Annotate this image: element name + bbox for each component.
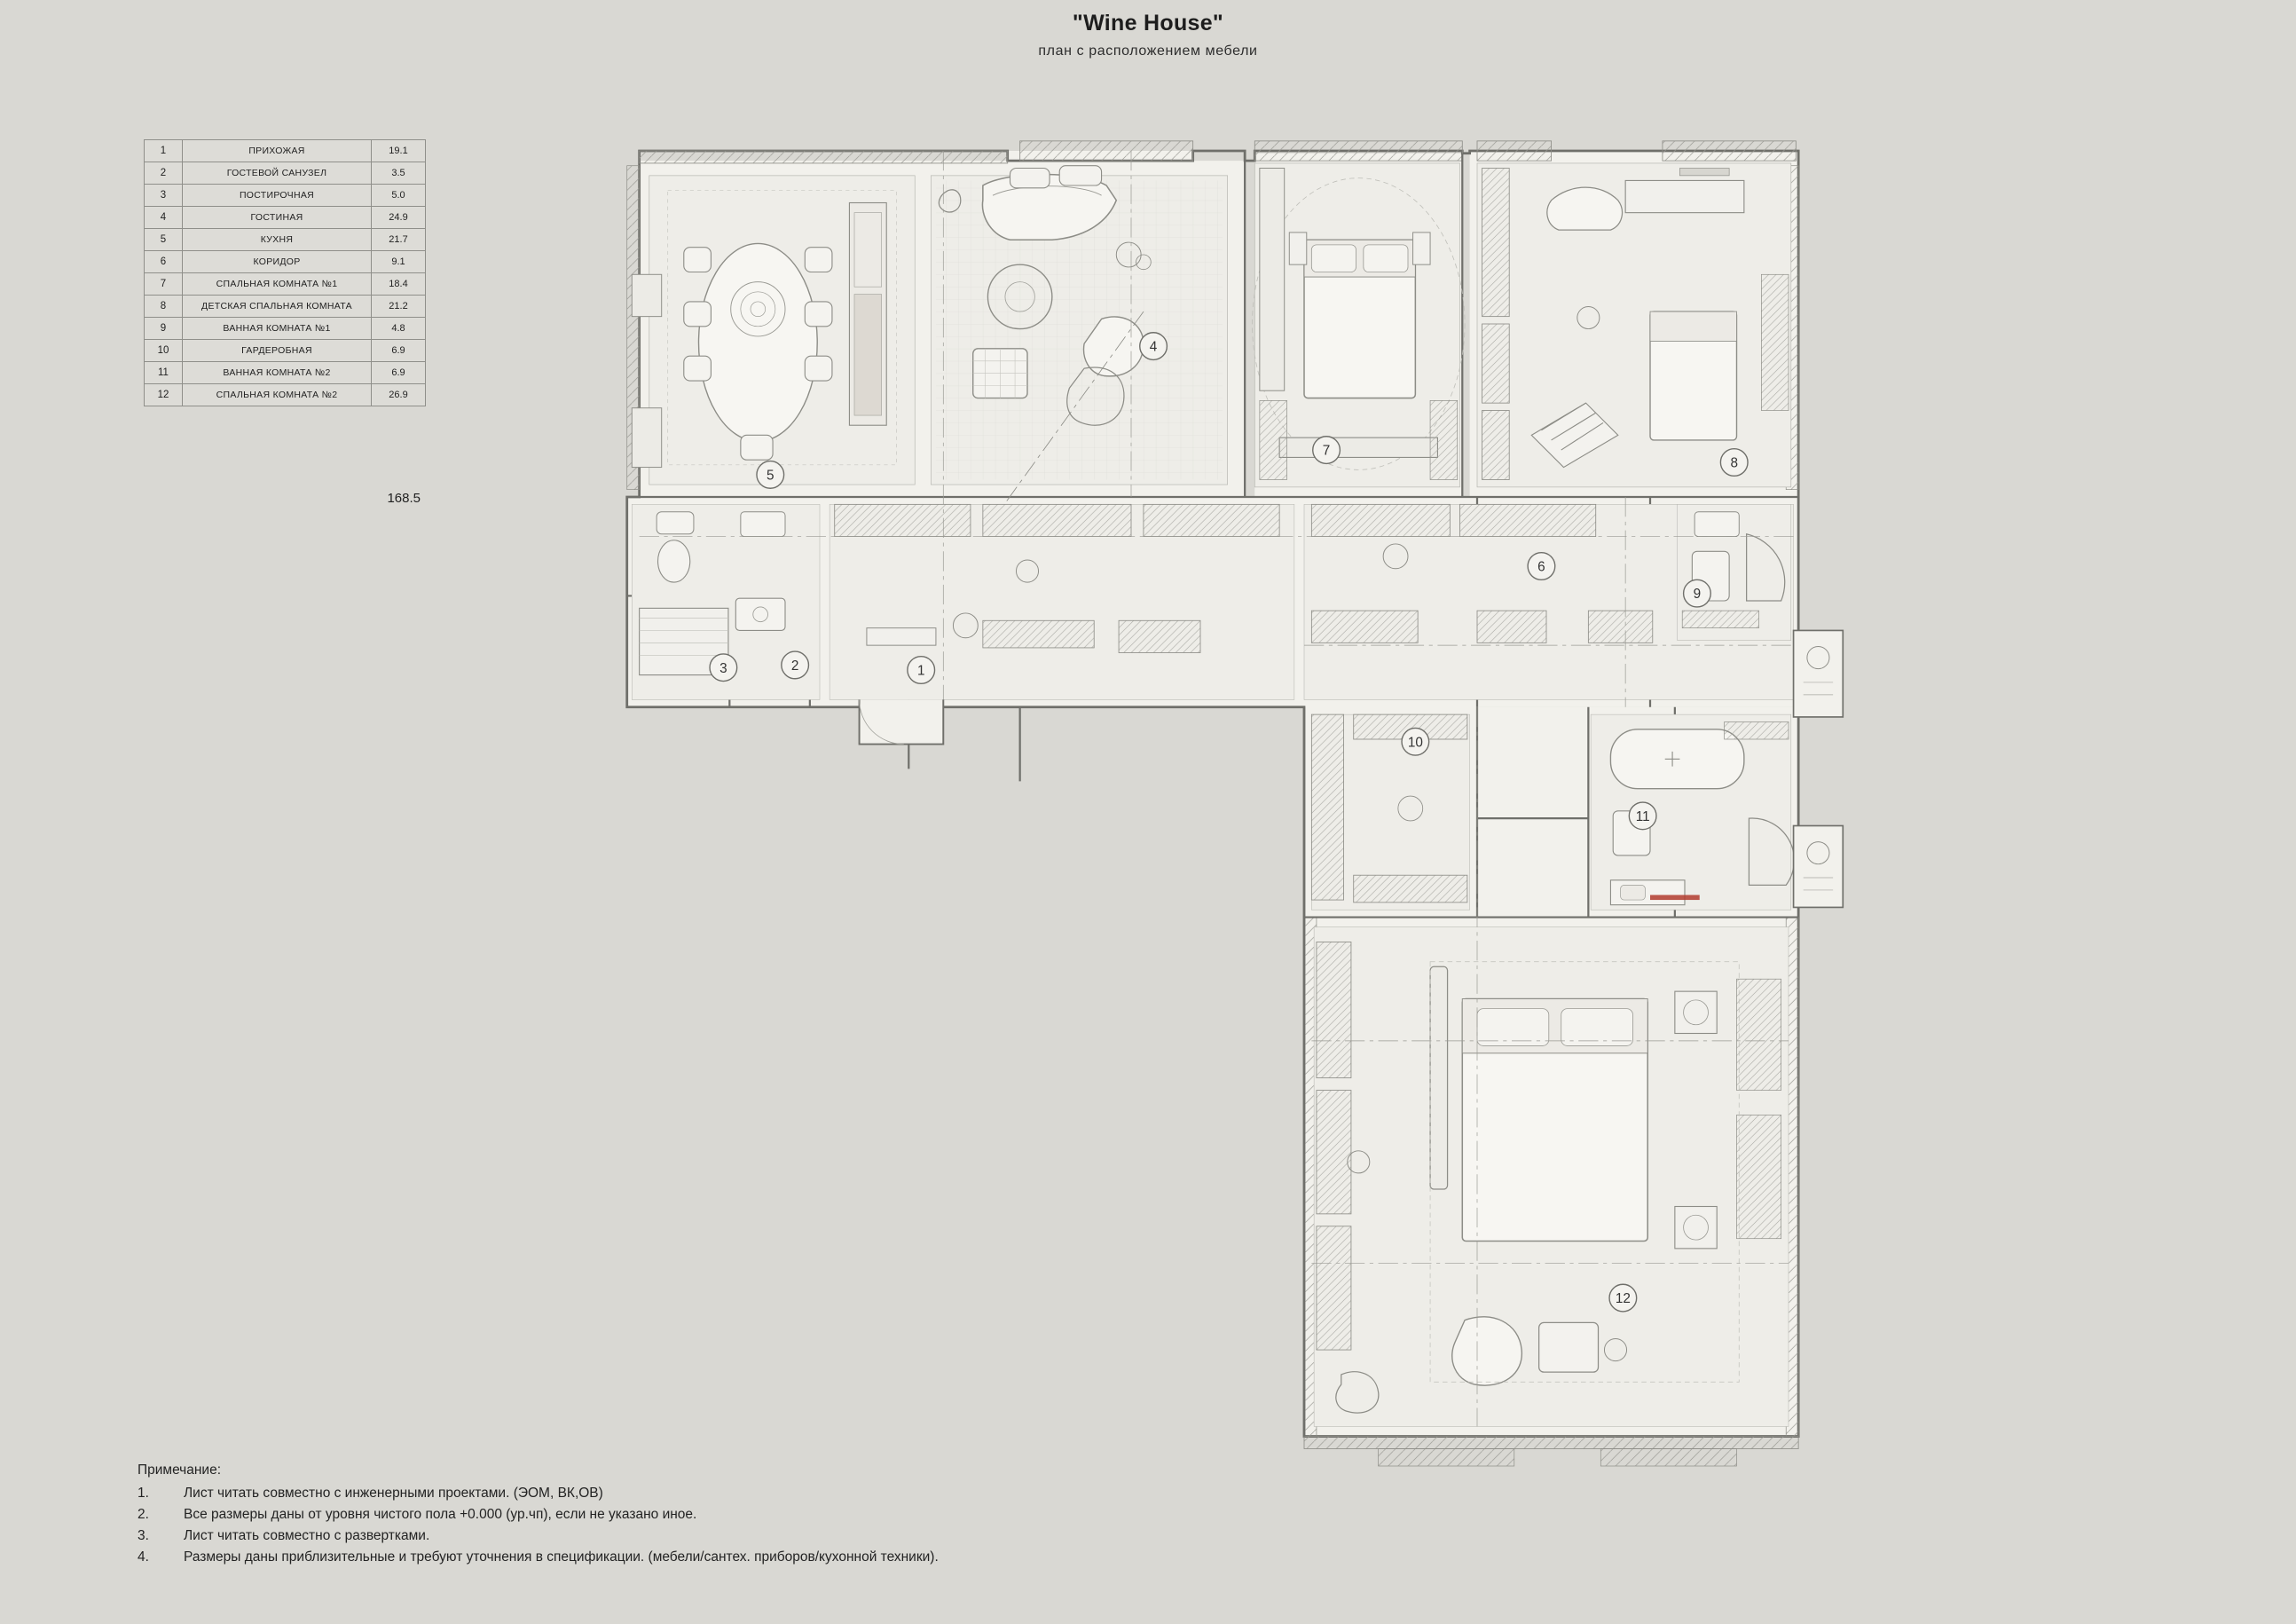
room-bedroom-1	[1253, 163, 1466, 487]
note-index: 2.	[138, 1507, 149, 1522]
room-number: 10	[145, 340, 183, 362]
room-marker-1[interactable]	[908, 657, 935, 684]
table-row	[145, 296, 426, 318]
table-row	[145, 384, 426, 406]
note-text: Размеры даны приблизительные и требуют уточнения в спецификации. (мебели/сантех. приборов/кухонной техники).	[184, 1549, 939, 1565]
room-marker-label: 4	[1149, 339, 1158, 355]
room-marker-8[interactable]	[1720, 449, 1748, 477]
table-row	[145, 162, 426, 185]
room-name: ПРИХОЖАЯ	[183, 140, 372, 162]
table-row	[145, 318, 426, 340]
table-row	[145, 273, 426, 296]
room-name: ПОСТИРОЧНАЯ	[183, 185, 372, 207]
room-marker-label: 9	[1693, 587, 1702, 603]
room-marker-11[interactable]	[1629, 802, 1656, 830]
room-living	[931, 166, 1227, 534]
room-name: КУХНЯ	[183, 229, 372, 251]
room-marker-label: 1	[916, 663, 925, 679]
room-marker-3[interactable]	[710, 654, 737, 682]
room-name: ВАННАЯ КОМНАТА №1	[183, 318, 372, 340]
room-schedule-table	[144, 139, 426, 406]
room-name: ГОСТЕВОЙ САНУЗЕЛ	[183, 162, 372, 185]
table-row	[145, 140, 426, 162]
room-bedroom-2	[1314, 927, 1789, 1427]
room-area: 6.9	[372, 362, 426, 384]
room-marker-label: 7	[1322, 443, 1331, 459]
table-row	[145, 251, 426, 273]
room-area: 26.9	[372, 384, 426, 406]
room-number: 6	[145, 251, 183, 273]
room-bathroom-1	[1678, 504, 1791, 640]
room-number: 5	[145, 229, 183, 251]
room-marker-10[interactable]	[1402, 728, 1429, 755]
room-marker-2[interactable]	[782, 651, 809, 679]
page-title: "Wine House"	[1072, 11, 1224, 35]
room-area: 19.1	[372, 140, 426, 162]
room-schedule-body	[145, 140, 426, 406]
room-name: ГОСТИНАЯ	[183, 207, 372, 229]
room-marker-label: 2	[790, 658, 799, 674]
room-area: 5.0	[372, 185, 426, 207]
note-index: 1.	[138, 1486, 149, 1501]
notes-heading: Примечание:	[138, 1462, 222, 1478]
room-number: 3	[145, 185, 183, 207]
room-marker-12[interactable]	[1609, 1284, 1637, 1312]
note-index: 3.	[138, 1528, 149, 1543]
room-name: ГАРДЕРОБНАЯ	[183, 340, 372, 362]
table-row	[145, 229, 426, 251]
room-marker-5[interactable]	[757, 461, 784, 489]
note-text: Лист читать совместно с развертками.	[184, 1528, 430, 1543]
room-bedroom-child	[1477, 163, 1791, 487]
note-text: Все размеры даны от уровня чистого пола +0.000 (ур.чп), если не указано иное.	[184, 1507, 697, 1522]
room-area: 18.4	[372, 273, 426, 296]
room-name: КОРИДОР	[183, 251, 372, 273]
room-marker-label: 11	[1635, 808, 1650, 824]
room-marker-label: 6	[1537, 559, 1545, 575]
room-area: 21.2	[372, 296, 426, 318]
room-marker-label: 12	[1615, 1291, 1631, 1307]
title-block	[0, 11, 2296, 59]
side-fixtures	[1794, 630, 1844, 907]
note-index: 4.	[138, 1549, 149, 1565]
room-area: 6.9	[372, 340, 426, 362]
room-number: 4	[145, 207, 183, 229]
table-row	[145, 340, 426, 362]
room-name: ВАННАЯ КОМНАТА №2	[183, 362, 372, 384]
table-row	[145, 362, 426, 384]
room-marker-6[interactable]	[1528, 553, 1555, 580]
room-marker-label: 10	[1407, 735, 1423, 751]
room-number: 1	[145, 140, 183, 162]
room-number: 2	[145, 162, 183, 185]
note-text: Лист читать совместно с инженерными проектами. (ЭОМ, ВК,ОВ)	[184, 1486, 603, 1501]
room-marker-label: 5	[767, 468, 775, 484]
room-marker-4[interactable]	[1140, 333, 1168, 360]
room-name: ДЕТСКАЯ СПАЛЬНАЯ КОМНАТА	[183, 296, 372, 318]
page-subtitle: план с расположением мебели	[1038, 43, 1258, 59]
room-area: 4.8	[372, 318, 426, 340]
room-bathroom-2	[1591, 714, 1794, 910]
room-kitchen	[632, 176, 915, 485]
room-marker-label: 8	[1730, 455, 1738, 471]
room-name: СПАЛЬНАЯ КОМНАТА №1	[183, 273, 372, 296]
room-name: СПАЛЬНАЯ КОМНАТА №2	[183, 384, 372, 406]
room-marker-label: 3	[719, 660, 727, 676]
floor-plan	[612, 124, 1996, 1562]
room-number: 9	[145, 318, 183, 340]
room-number: 7	[145, 273, 183, 296]
room-area: 21.7	[372, 229, 426, 251]
room-area: 3.5	[372, 162, 426, 185]
room-marker-9[interactable]	[1684, 579, 1711, 607]
room-number: 11	[145, 362, 183, 384]
room-area-total: 168.5	[387, 491, 421, 506]
room-area: 9.1	[372, 251, 426, 273]
table-row	[145, 207, 426, 229]
room-area: 24.9	[372, 207, 426, 229]
room-number: 8	[145, 296, 183, 318]
room-wardrobe	[1311, 714, 1469, 910]
room-marker-7[interactable]	[1313, 437, 1341, 464]
table-row	[145, 185, 426, 207]
room-number: 12	[145, 384, 183, 406]
